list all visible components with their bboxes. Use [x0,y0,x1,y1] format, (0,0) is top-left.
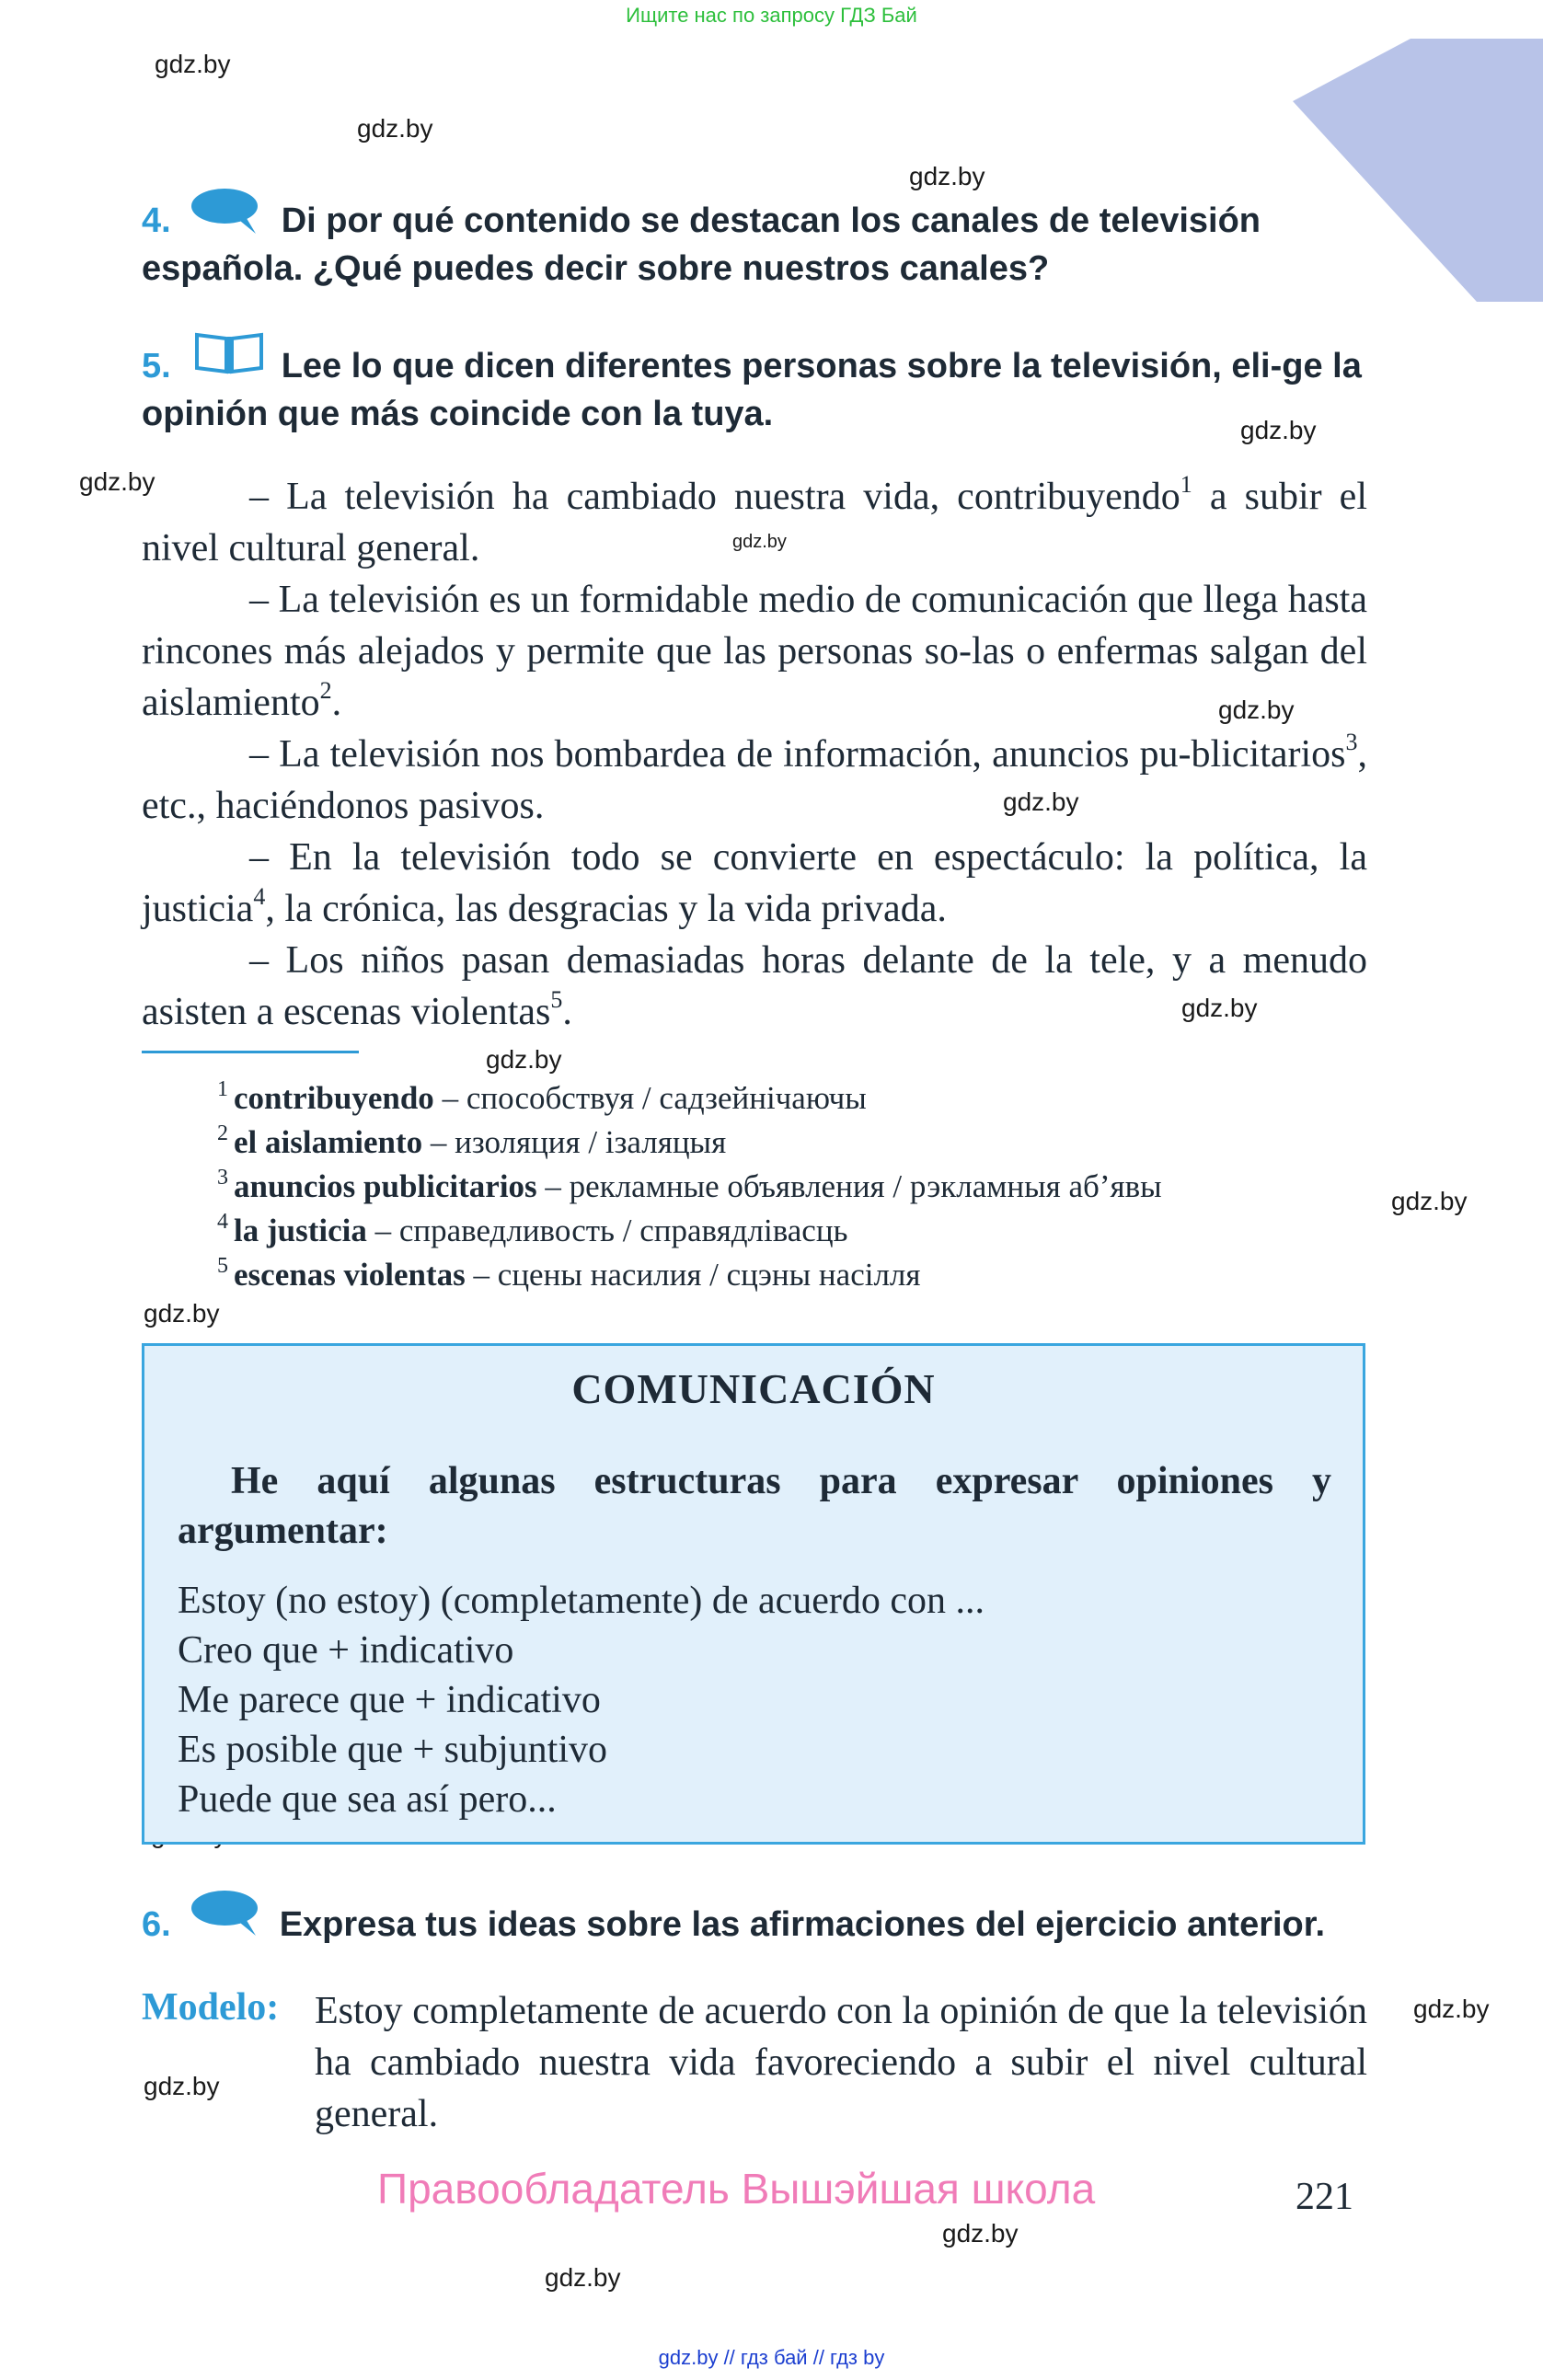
footnote-2: $^2$ el aislamiento – изоляция / ізаляцыя [217,1121,727,1160]
footnote-3: $^3$ anuncios publicitarios – рекламные объявления / рэкламныя аб’явы [217,1166,1162,1204]
watermark: gdz.by [1413,1995,1490,2023]
opinion-5: – Los niños pasan demasiadas horas delante de la tele, y a menudo asisten a escenas violentas$^5$. [142,939,1367,1033]
exercise-6-text: Expresa tus ideas sobre las afirmaciones del ejercicio anterior. [279,1905,1326,1944]
comunicacion-box [142,1343,1365,1845]
comunicacion-intro: He aquí algunas estructuras para expresar opiniones y argumentar: [178,1460,1331,1552]
opinion-4: – En la televisión todo se convierte en espectáculo: la política, la justicia$^4$, la crónica, las desgracias y la vida privada. [142,836,1367,930]
exercise-5-number: 5. [142,347,171,385]
footnote-1: $^1$ contribuyendo – способствуя / садзейнічаючы [217,1077,867,1116]
exercise-5 [142,342,1367,438]
footnote-4: $^4$ la justicia – справедливость / справядлівасць [217,1210,848,1248]
opinion-3: – La televisión nos bombardea de información, anuncios pu-blicitarios$^3$, etc., haciéndonos pasivos. [142,729,1367,827]
watermark: gdz.by [79,467,155,496]
watermark: gdz.by [144,2072,220,2100]
structure-item: Estoy (no estoy) (completamente) de acuerdo con ... [178,1580,985,1622]
watermark: gdz.by [545,2263,621,2292]
footer-links[interactable]: gdz.by // гдз бай // гдз by [658,2346,885,2369]
footnote-5: $^5$ escenas violentas – сцены насилия / сцэны насілля [217,1254,921,1293]
watermark: gdz.by [155,50,231,78]
watermark: gdz.by [1003,788,1079,816]
comunicacion-title: COMUNICACIÓN [571,1365,936,1412]
footnote-divider [142,1051,359,1053]
watermark: gdz.by [1240,416,1317,444]
watermark: gdz.by [1391,1187,1468,1215]
structure-item: Me parece que + indicativo [178,1679,601,1721]
exercise-4-number: 4. [142,201,171,240]
watermark: gdz.by [909,162,985,190]
modelo-label: Modelo: [142,1986,280,2029]
watermark: gdz.by [732,532,787,552]
structure-item: Creo que + indicativo [178,1629,514,1672]
page-number: 221 [1295,2176,1353,2218]
opinion-2: – La televisión es un formidable medio de comunicación que llega hasta rincones más alejados y permite que las personas so-las o enfermas salgan del aislamiento$^2$. [142,579,1367,724]
watermark: gdz.by [1181,994,1258,1022]
search-hint[interactable]: Ищите нас по запросу ГДЗ Бай [626,4,917,27]
opinion-1: – La televisión ha cambiado nuestra vida, contribuyendo$^1$ a subir el nivel cultural general. [142,471,1367,569]
exercise-6-number: 6. [142,1905,171,1944]
exercise-6 [142,1901,1367,1949]
structure-item: Puede que sea así pero... [178,1778,557,1821]
copyright-owner: Правообладатель Вышэйшая школа [377,2165,1096,2213]
watermark: gdz.by [942,2219,1019,2248]
exercise-4-text: Di por qué contenido se destacan los canales de televisión española. ¿Qué puedes decir sobre nuestros canales? [142,201,1261,288]
exercise-4 [142,197,1367,293]
watermark: gdz.by [144,1299,220,1328]
watermark: gdz.by [486,1045,562,1074]
watermark: gdz.by [1218,696,1295,724]
watermark: gdz.by [357,114,433,143]
structure-item: Es posible que + subjuntivo [178,1729,608,1771]
modelo-text: Estoy completamente de acuerdo con la opinión de que la televisión ha cambiado nuestra vida favoreciendo a subir el nivel cultural general. [315,1990,1367,2135]
exercise-5-text: Lee lo que dicen diferentes personas sobre la televisión, eli-ge la opinión que más coincide con la tuya. [142,347,1362,433]
